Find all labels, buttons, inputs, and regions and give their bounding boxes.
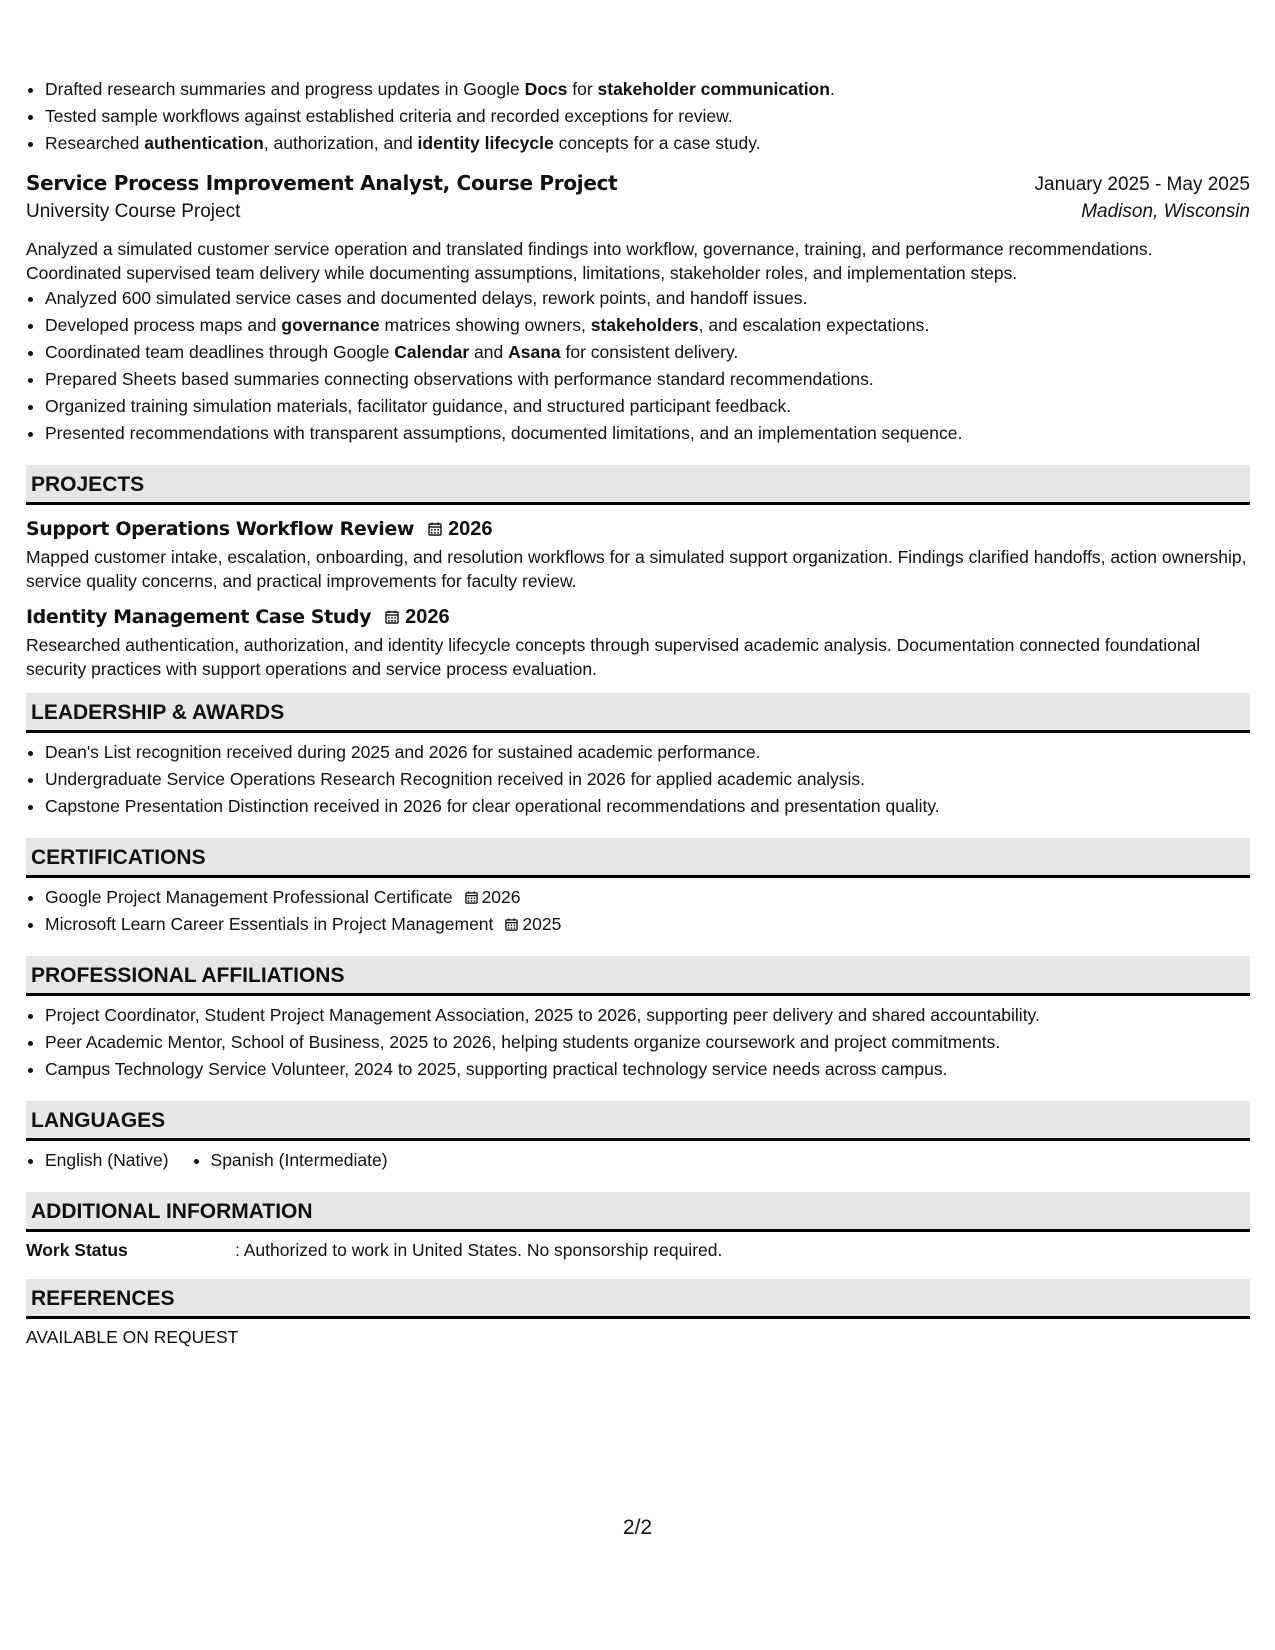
list-item: • Capstone Presentation Distinction received in 2026 for clear operational recommendations and presentation quality. (45, 793, 1250, 820)
resume-page (26, 76, 1250, 1348)
job-summary: Analyzed a simulated customer service operation and translated findings into workflow, governance, training, and performance recommendations. Coordinated supervised team delivery while documenting assumptions, limitations, stakeholder roles, and implementation steps. (26, 239, 1153, 283)
list-item: • Prepared Sheets based summaries connecting observations with performance standard recommendations. (45, 366, 1250, 393)
list-item: • Drafted research summaries and progress updates in Google Docs for stakeholder communication. (45, 76, 1250, 103)
project-description: Researched authentication, authorization, and identity lifecycle concepts through supervised academic analysis. Documentation connected foundational security practices with support operations and service process evaluation. (26, 635, 1201, 679)
project-title: Support Operations Workflow Review (26, 518, 415, 540)
list-item: • Organized training simulation materials, facilitator guidance, and structured participant feedback. (45, 393, 1250, 420)
work-status-value: : Authorized to work in United States. No sponsorship required. (235, 1240, 723, 1260)
leadership-list (26, 739, 1250, 820)
certifications-list (26, 884, 1250, 938)
list-item (45, 884, 1250, 911)
job-subheader (26, 201, 1250, 233)
references-text: AVAILABLE ON REQUEST (26, 1327, 239, 1347)
job-title: Service Process Improvement Analyst, Course Project (26, 171, 618, 195)
section-heading: LANGUAGES (26, 1101, 1250, 1141)
section-heading: REFERENCES (26, 1279, 1250, 1319)
list-item: • Analyzed 600 simulated service cases and documented delays, rework points, and handoff issues. (45, 285, 1250, 312)
section-heading: ADDITIONAL INFORMATION (26, 1192, 1250, 1232)
project-title-row (26, 515, 1250, 543)
list-item: • Campus Technology Service Volunteer, 2024 to 2025, supporting practical technology service needs across campus. (45, 1056, 1250, 1083)
projects-section (26, 465, 1250, 681)
list-item: • Researched authentication, authorization, and identity lifecycle concepts for a case study. (45, 130, 1250, 157)
list-item: • Coordinated team deadlines through Google Calendar and Asana for consistent delivery. (45, 339, 1250, 366)
affiliations-list (26, 1002, 1250, 1083)
certification-name: Google Project Management Professional Certificate (45, 887, 453, 907)
calendar-icon (428, 522, 442, 536)
calendar-icon (505, 918, 518, 931)
list-item: • Spanish (Intermediate) (211, 1147, 388, 1174)
certification-year: 2025 (522, 914, 562, 934)
section-heading: CERTIFICATIONS (26, 838, 1250, 878)
project-title: Identity Management Case Study (26, 606, 372, 628)
job-location: Madison, Wisconsin (1081, 201, 1250, 222)
project-item (26, 515, 1250, 593)
list-item: • Project Coordinator, Student Project Management Association, 2025 to 2026, supporting peer delivery and shared accountability. (45, 1002, 1250, 1029)
section-heading: PROJECTS (26, 465, 1250, 505)
page-number: 2/2 (622, 1516, 653, 1539)
project-year: 2026 (448, 517, 493, 540)
references-section (26, 1279, 1250, 1348)
job-dates: January 2025 - May 2025 (1034, 174, 1250, 195)
affiliations-section (26, 956, 1250, 1083)
job-entry (26, 171, 1250, 447)
list-item: • Peer Academic Mentor, School of Business, 2025 to 2026, helping students organize coursework and project commitments. (45, 1029, 1250, 1056)
section-heading: LEADERSHIP & AWARDS (26, 693, 1250, 733)
project-item (26, 603, 1250, 681)
list-item: • Presented recommendations with transparent assumptions, documented limitations, and an implementation sequence. (45, 420, 1250, 447)
job-header (26, 171, 1250, 201)
list-item (45, 911, 1250, 938)
additional-info-section (26, 1192, 1250, 1261)
list-item: • Tested sample workflows against established criteria and recorded exceptions for review. (45, 103, 1250, 130)
project-description: Mapped customer intake, escalation, onboarding, and resolution workflows for a simulated support organization. Findings clarified handoffs, action ownership, service quality concerns, and practical improvements for faculty review. (26, 547, 1247, 591)
job-bullets (26, 285, 1250, 447)
leadership-section (26, 693, 1250, 820)
project-year: 2026 (405, 605, 450, 628)
list-item: • Undergraduate Service Operations Research Recognition received in 2026 for applied academic analysis. (45, 766, 1250, 793)
calendar-icon (385, 610, 399, 624)
work-status-label: Work Status (26, 1240, 128, 1260)
list-item: • Dean's List recognition received during 2025 and 2026 for sustained academic performance. (45, 739, 1250, 766)
languages-list (26, 1147, 1250, 1174)
experience-continued-bullets (26, 76, 1250, 157)
section-heading: PROFESSIONAL AFFILIATIONS (26, 956, 1250, 996)
certification-name: Microsoft Learn Career Essentials in Project Management (45, 914, 494, 934)
work-status-row (26, 1240, 1250, 1261)
job-organization: University Course Project (26, 201, 241, 222)
certifications-section (26, 838, 1250, 938)
certification-year: 2026 (481, 887, 521, 907)
list-item: • Developed process maps and governance matrices showing owners, stakeholders, and escalation expectations. (45, 312, 1250, 339)
list-item: • English (Native) (45, 1147, 169, 1174)
languages-section (26, 1101, 1250, 1174)
calendar-icon (465, 891, 478, 904)
project-title-row (26, 603, 1250, 631)
